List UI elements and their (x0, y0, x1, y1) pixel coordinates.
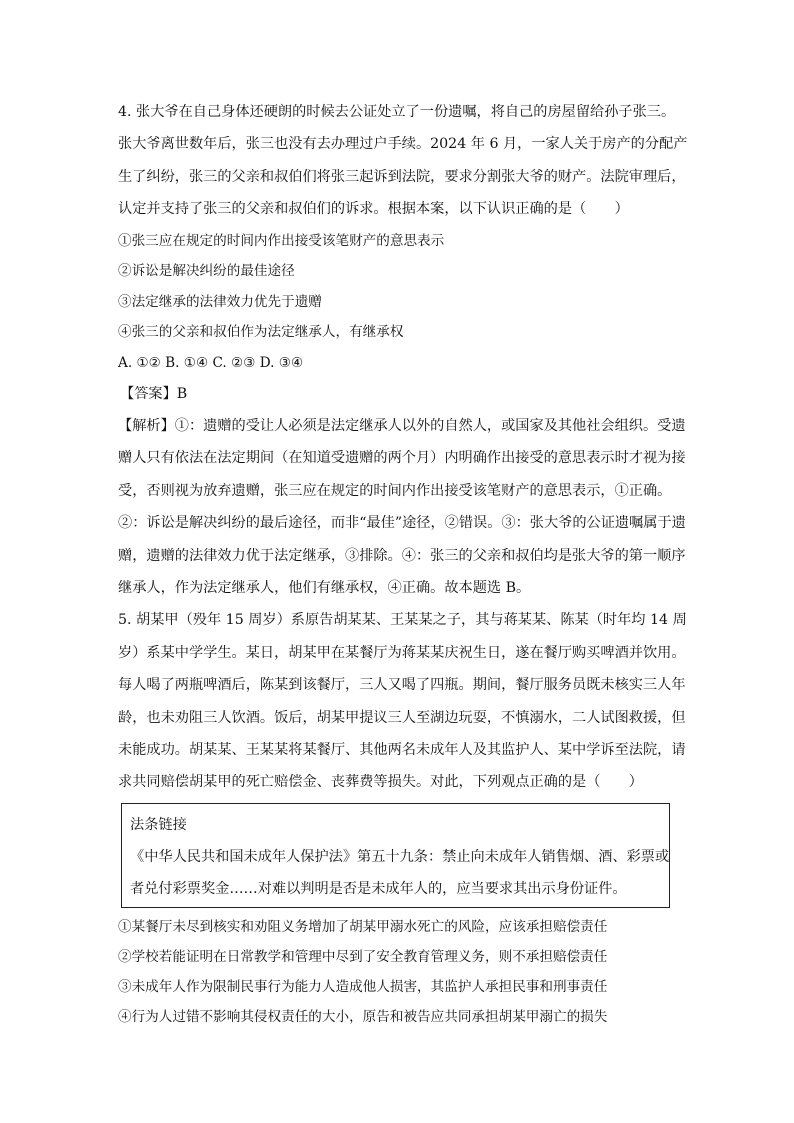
analysis (118, 410, 686, 604)
stem-line: 生了纠纷，张三的父亲和叔伯们将张三起诉到法院，要求分割张大爷的财产。法院审理后， (118, 168, 686, 185)
option-item: ③未成年人作为限制民事行为能力人造成他人损害，其监护人承担民事和刑事责任 (118, 978, 608, 995)
question-5-stem (118, 604, 687, 798)
analysis-line: 继承人，作为法定继承人，他们有继承权，④正确。故本题选 B。 (118, 580, 531, 597)
option-item: ①某餐厅未尽到核实和劝阻义务增加了胡某甲溺水死亡的风险，应该承担赔偿责任 (118, 918, 608, 935)
stem-line: 5. 胡某甲（殁年 15 周岁）系原告胡某某、王某某之子，其与蒋某某、陈某（时年均 14 周 (118, 612, 687, 629)
analysis-line: ②：诉讼是解决纠纷的最后途径，而非“最佳”途径，②错误。③：张大爷的公证遗嘱属于遗 (118, 515, 686, 532)
option-item: ②诉讼是解决纠纷的最佳途径 (118, 263, 295, 280)
stem-line: 张大爷离世数年后，张三也没有去办理过户手续。2024 年 6 月，一家人关于房产的分配产 (118, 136, 688, 153)
stem-line: 岁）系某中学学生。某日，胡某甲在某餐厅为蒋某某庆祝生日，遂在餐厅购买啤酒并饮用。 (118, 644, 686, 661)
analysis-line: 受，否则视为放弃遗赠，张三应在规定的时间内作出接受该笔财产的意思表示，①正确。 (118, 482, 672, 499)
law-link-line: 《中华人民共和国未成年人保护法》第五十九条：禁止向未成年人销售烟、酒、彩票或 (130, 848, 670, 865)
document-page (118, 96, 688, 1032)
question-5-options (118, 912, 678, 1032)
stem-line: 未能成功。胡某某、王某某将某餐厅、其他两名未成年人及其监护人、某中学诉至法院，请 (118, 742, 686, 759)
answer-choices: A. ①② B. ①④ C. ②③ D. ③④ (118, 355, 304, 371)
option-item: ①张三应在规定的时间内作出接受该笔财产的意思表示 (118, 232, 445, 249)
stem-line: 认定并支持了张三的父亲和叔伯们的诉求。根据本案，以下认识正确的是（ ） (118, 201, 629, 218)
law-link-title: 法条链接 (130, 816, 187, 833)
law-link-line: 者兑付彩票奖金……对难以判明是否是未成年人的，应当要求其出示身份证件。 (130, 880, 627, 897)
option-item: ②学校若能证明在日常教学和管理中尽到了安全教育管理义务，则不承担赔偿责任 (118, 948, 608, 965)
answer-label: 【答案】B (120, 386, 188, 402)
stem-line: 每人喝了两瓶啤酒后，陈某到该餐厅，三人又喝了四瓶。期间，餐厅服务员既未核实三人年 (118, 677, 686, 694)
question-4 (118, 96, 688, 604)
stem-line: 龄，也未劝阻三人饮酒。饭后，胡某甲提议三人至湖边玩耍，不慎溺水，二人试图救援，但 (118, 709, 686, 726)
option-item: ④张三的父亲和叔伯作为法定继承人，有继承权 (118, 324, 404, 341)
law-link-box (121, 803, 670, 908)
analysis-line: 【解析】①：遗赠的受让人必须是法定继承人以外的自然人，或国家及其他社会组织。受遗 (118, 418, 686, 434)
question-5 (118, 604, 687, 1031)
question-4-options (118, 226, 678, 348)
analysis-line: 赠人只有依法在法定期间（在知道受遗赠的两个月）内明确作出接受的意思表示时才视为接 (118, 450, 686, 467)
analysis-line: 赠，遗赠的法律效力优于法定继承，③排除。④：张三的父亲和叔伯均是张大爷的第一顺序 (118, 547, 686, 564)
question-4-stem (118, 96, 688, 226)
option-item: ③法定继承的法律效力优先于遗赠 (118, 293, 322, 310)
option-item: ④行为人过错不影响其侵权责任的大小，原告和被告应共同承担胡某甲溺亡的损失 (118, 1008, 608, 1025)
stem-line: 求共同赔偿胡某甲的死亡赔偿金、丧葬费等损失。对此，下列观点正确的是（ ） (118, 774, 643, 791)
stem-line: 4. 张大爷在自己身体还硬朗的时候去公证处立了一份遗嘱，将自己的房屋留给孙子张三。 (118, 104, 676, 120)
